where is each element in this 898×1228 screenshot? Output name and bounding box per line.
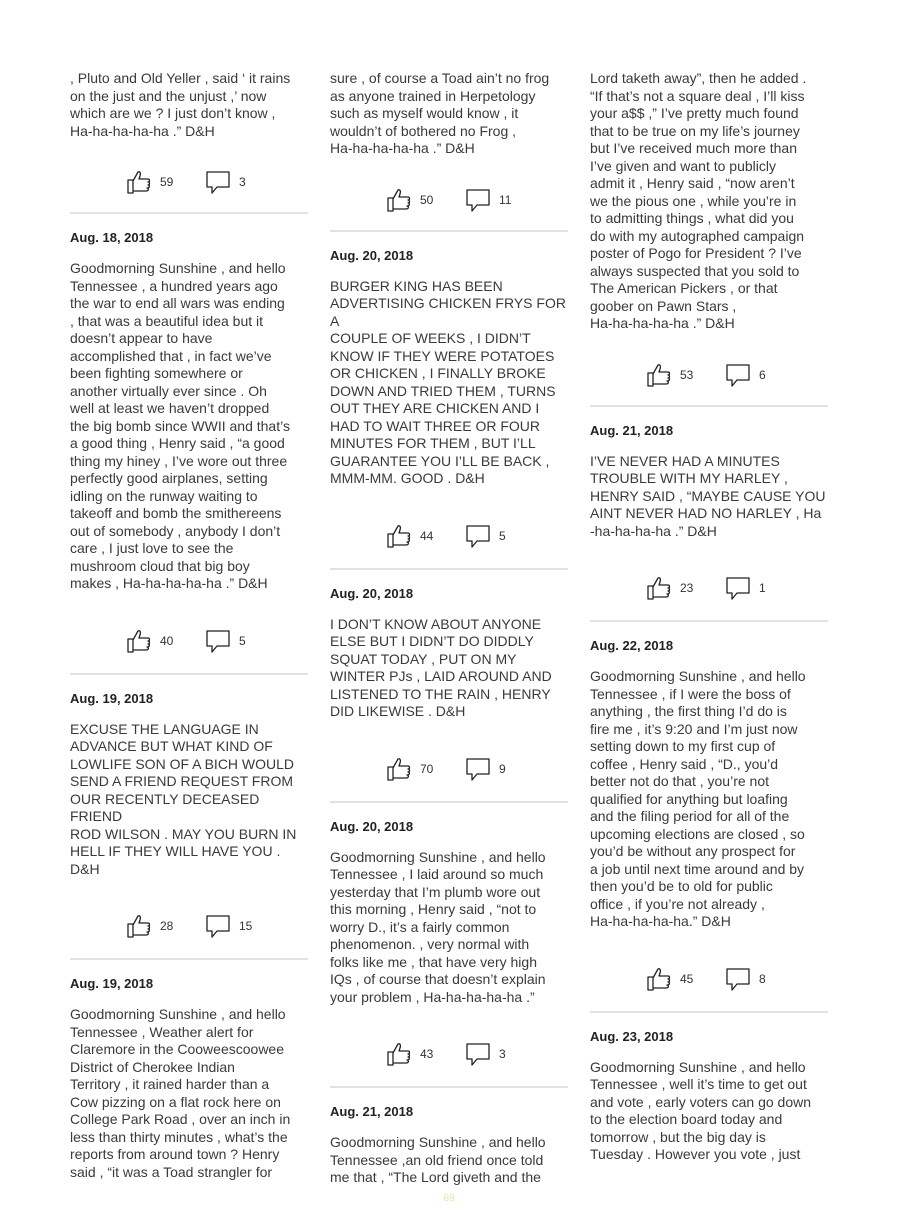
post-continuation bbox=[330, 70, 568, 158]
post-text: , Pluto and Old Yeller , said ‘ it rains on the just and the unjust ,’ now which are we ? I just don’t know , Ha-ha-ha-ha-ha .” D&H bbox=[70, 70, 291, 139]
comment-button[interactable] bbox=[725, 568, 766, 608]
post-continuation bbox=[70, 70, 308, 140]
like-count: 59 bbox=[160, 175, 174, 189]
post-stats bbox=[330, 180, 568, 220]
thumbs-up-icon bbox=[126, 913, 152, 939]
page-number: 69 bbox=[443, 1193, 455, 1204]
post-text: I DON’T KNOW ABOUT ANYONE ELSE BUT I DIDN’T DO DIDDLY SQUAT TODAY , PUT ON MY WINTER PJs , LAID AROUND AND LISTENED TO THE RAIN , HENRY DID LIKEWISE . D&H bbox=[330, 615, 552, 719]
comment-button[interactable] bbox=[465, 749, 506, 789]
comment-count: 15 bbox=[239, 919, 253, 933]
comment-count: 6 bbox=[759, 367, 766, 382]
post-stats bbox=[590, 568, 828, 608]
comment-count: 3 bbox=[239, 175, 246, 189]
post-text: Goodmorning Sunshine , and hello Tennessee , a hundred years ago the war to end all wars was ending , that was a beautiful idea but it doesn’t appear to have accomplished that , in fact we’ve been fighting somewhere or another virtually ever since . Oh well at least we haven’t dropped the big bomb since WWII and that’s a good thing , Henry said , “a good thing my hiney , I’ve wore out three perfectly good airplanes, setting idling on the runway waiting to takeoff and bomb the smithereens out of somebody , anybody I don’t care , I just love to see the mushroom cloud that big boy makes , Ha-ha-ha-ha-ha .” D&H bbox=[70, 260, 290, 591]
column-2 bbox=[330, 0, 568, 1187]
divider bbox=[330, 230, 568, 232]
divider bbox=[330, 801, 568, 803]
post-date: Aug. 19, 2018 bbox=[70, 976, 154, 991]
post-stats bbox=[590, 959, 828, 999]
like-count: 44 bbox=[420, 528, 434, 543]
comment-button[interactable] bbox=[205, 621, 246, 661]
like-count: 50 bbox=[420, 192, 434, 207]
like-button[interactable] bbox=[126, 906, 173, 946]
post-stats bbox=[70, 162, 308, 202]
divider bbox=[70, 212, 308, 214]
post-date: Aug. 21, 2018 bbox=[590, 422, 674, 438]
divider bbox=[590, 405, 828, 407]
thumbs-up-icon bbox=[386, 1041, 412, 1067]
like-button[interactable] bbox=[386, 180, 433, 220]
column-1 bbox=[70, 0, 308, 1181]
thumbs-up-icon bbox=[386, 523, 412, 549]
post-stats bbox=[590, 355, 828, 395]
post-stats bbox=[330, 749, 568, 789]
comment-count: 5 bbox=[239, 633, 246, 648]
comment-count: 1 bbox=[759, 581, 766, 595]
like-button[interactable] bbox=[646, 568, 693, 608]
comment-count: 11 bbox=[499, 192, 512, 207]
comment-button[interactable] bbox=[205, 162, 246, 202]
comment-count: 8 bbox=[759, 971, 766, 986]
post-text: I’VE NEVER HAD A MINUTES TROUBLE WITH MY HARLEY , HENRY SAID , “MAYBE CAUSE YOU AINT NEVER HAD NO HARLEY , Ha -ha-ha-ha-ha .” D&H bbox=[590, 452, 826, 539]
post-text: EXCUSE THE LANGUAGE IN ADVANCE BUT WHAT KIND OF LOWLIFE SON OF A BICH WOULD SEND A FRIEND REQUEST FROM OUR RECENTLY DECEASED FRIEND ROD WILSON . MAY YOU BURN IN HELL IF THEY WILL HAVE YOU . D&H bbox=[70, 720, 297, 877]
post-continuation bbox=[590, 70, 828, 333]
like-count: 43 bbox=[420, 1047, 434, 1061]
post-stats bbox=[70, 906, 308, 946]
comment-button[interactable] bbox=[205, 906, 252, 946]
comment-button[interactable] bbox=[465, 180, 511, 220]
post-text: BURGER KING HAS BEEN ADVERTISING CHICKEN FRYS FOR A COUPLE OF WEEKS , I DIDN’T KNOW IF THEY WERE POTATOES OR CHICKEN , I FINALLY BROKE DOWN AND TRIED THEM , TURNS OUT THEY ARE CHICKEN AND I HAD TO WAIT THREE OR FOUR MINUTES FOR THEM , BUT I’LL GUARANTEE YOU I’LL BE BACK , MMM-MM. GOOD . D&H bbox=[330, 277, 566, 486]
comment-count: 9 bbox=[499, 761, 506, 776]
post-date: Aug. 18, 2018 bbox=[70, 230, 154, 245]
divider bbox=[70, 673, 308, 675]
comment-icon bbox=[205, 169, 231, 195]
like-button[interactable] bbox=[646, 959, 693, 999]
like-count: 23 bbox=[680, 581, 694, 595]
post-text: Goodmorning Sunshine , and hello Tennessee , well it’s time to get out and vote , early voters can go down to the election board today and tomorrow , but the big day is Tuesday . However you vote , just bbox=[590, 1058, 812, 1162]
post-date: Aug. 20, 2018 bbox=[330, 818, 414, 834]
like-count: 45 bbox=[680, 971, 694, 986]
comment-icon bbox=[465, 756, 491, 782]
post-date: Aug. 22, 2018 bbox=[590, 638, 674, 653]
comment-count: 3 bbox=[499, 1047, 506, 1061]
thumbs-up-icon bbox=[646, 362, 672, 388]
like-count: 40 bbox=[160, 633, 174, 648]
comment-count: 5 bbox=[499, 528, 506, 543]
divider bbox=[330, 1086, 568, 1088]
post-stats bbox=[70, 621, 308, 661]
post-text: Goodmorning Sunshine , and hello Tennessee ,an old friend once told me that , “The Lord giveth and the bbox=[330, 1134, 546, 1185]
comment-icon bbox=[465, 1041, 491, 1067]
comment-icon bbox=[465, 523, 491, 549]
like-button[interactable] bbox=[386, 749, 433, 789]
post-date: Aug. 21, 2018 bbox=[330, 1104, 414, 1119]
post-text: Goodmorning Sunshine , and hello Tennessee , Weather alert for Claremore in the Cooweescoowee District of Cherokee Indian Territory , it rained harder than a Cow pizzing on a flat rock here on College Park Road , over an inch in less than thirty minutes , what’s the reports from around town ? Henry said , “it was a Toad strangler for bbox=[70, 1006, 291, 1180]
post-text: sure , of course a Toad ain’t no frog as anyone trained in Herpetology such as myself would know , it wouldn’t of bothered no Frog , Ha-ha-ha-ha-ha .” D&H bbox=[330, 70, 550, 156]
comment-icon bbox=[205, 628, 231, 654]
thumbs-up-icon bbox=[386, 187, 412, 213]
thumbs-up-icon bbox=[646, 575, 672, 601]
like-button[interactable] bbox=[386, 516, 433, 556]
like-count: 70 bbox=[420, 761, 434, 776]
post-text: Goodmorning Sunshine , and hello Tennessee , I laid around so much yesterday that I’m plumb wore out this morning , Henry said , “not to worry D., it’s a fairly common phenomenon. , very normal with folks like me , that have very high IQs , of course that doesn’t explain your problem , Ha-ha-ha-ha-ha .” bbox=[330, 848, 546, 1005]
comment-icon bbox=[465, 187, 491, 213]
post-date: Aug. 20, 2018 bbox=[330, 247, 414, 263]
like-button[interactable] bbox=[386, 1034, 433, 1074]
divider bbox=[590, 1011, 828, 1013]
post-stats bbox=[330, 516, 568, 556]
thumbs-up-icon bbox=[126, 169, 152, 195]
post-date: Aug. 19, 2018 bbox=[70, 690, 154, 706]
comment-button[interactable] bbox=[465, 1034, 506, 1074]
post-date: Aug. 20, 2018 bbox=[330, 585, 414, 601]
comment-icon bbox=[205, 913, 231, 939]
comment-icon bbox=[725, 966, 751, 992]
comment-icon bbox=[725, 362, 751, 388]
post-text: Lord taketh away”, then he added . “If that’s not a square deal , I’ll kiss your a$$ ,” I’ve pretty much found that to be true on my life’s journey but I’ve received much more than I’ve given and want to publicly admit it , Henry said , “now aren’t we the pious one , while you’re in to admitting things , what did you do with my autographed campaign poster of Pogo for President ? I’ve always suspected that you sold to The American Pickers , or that goober on Pawn Stars , Ha-ha-ha-ha-ha .” D&H bbox=[590, 70, 807, 331]
post-text: Goodmorning Sunshine , and hello Tennessee , if I were the boss of anything , the first thing I’d do is fire me , it’s 9:20 and I’m just now setting down to my first cup of coffee , Henry said , “D., you’d better not do that , you’re not qualified for anything but loafing and the filing period for all of the upcoming elections are closed , so you’d be without any prospect for a job until next time around and by then you’d be to old for public office , if you’re not already , Ha-ha-ha-ha-ha.” D&H bbox=[590, 668, 806, 929]
thumbs-up-icon bbox=[386, 756, 412, 782]
column-3 bbox=[590, 0, 828, 1164]
comment-button[interactable] bbox=[725, 355, 766, 395]
comment-button[interactable] bbox=[465, 516, 506, 556]
divider bbox=[330, 568, 568, 570]
divider bbox=[70, 958, 308, 960]
post-date: Aug. 23, 2018 bbox=[590, 1028, 674, 1044]
like-button[interactable] bbox=[646, 355, 693, 395]
like-button[interactable] bbox=[126, 621, 173, 661]
thumbs-up-icon bbox=[646, 966, 672, 992]
post-stats bbox=[330, 1034, 568, 1074]
like-button[interactable] bbox=[126, 162, 173, 202]
comment-button[interactable] bbox=[725, 959, 766, 999]
like-count: 53 bbox=[680, 367, 694, 382]
like-count: 28 bbox=[160, 919, 174, 933]
comment-icon bbox=[725, 575, 751, 601]
thumbs-up-icon bbox=[126, 628, 152, 654]
divider bbox=[590, 620, 828, 622]
